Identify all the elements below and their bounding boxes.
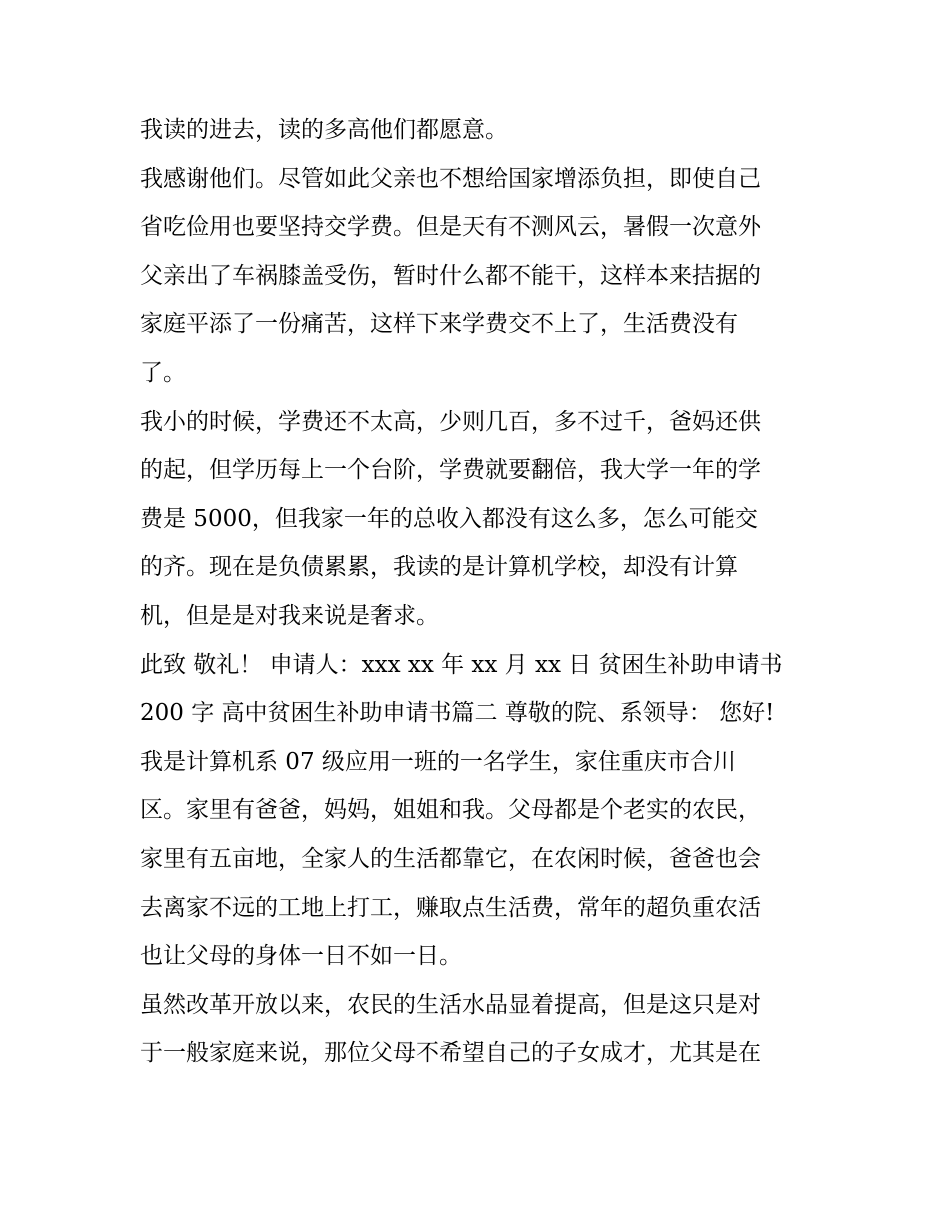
- text-line: 家里有五亩地，全家人的生活都靠它，在农闲时候，爸爸也会: [140, 845, 761, 872]
- text-line: 我读的进去，读的多高他们都愿意。: [140, 117, 508, 143]
- text-line: 去离家不远的工地上打工，赚取点生活费，常年的超负重农活: [140, 894, 761, 921]
- text-line: 我感谢他们。尽管如此父亲也不想给国家增添负担，即使自己: [140, 165, 761, 192]
- text-line: 机，但是是对我来说是奢求。: [140, 602, 439, 629]
- text-line: 费是 5000，但我家一年的总收入都没有这么多，怎么可能交: [140, 505, 758, 532]
- text-line: 200 字 高中贫困生补助申请书篇二 尊敬的院、系领导： 您好!: [140, 700, 775, 727]
- text-line: 父亲出了车祸膝盖受伤，暂时什么都不能干，这样本来拮据的: [140, 262, 761, 289]
- text-line: 我是计算机系 07 级应用一班的一名学生，家住重庆市合川: [140, 748, 736, 775]
- text-line: 于一般家庭来说，那位父母不希望自己的子女成才，尤其是在: [140, 1040, 761, 1067]
- text-line: 区。家里有爸爸，妈妈，姐姐和我。父母都是个老实的农民，: [140, 797, 761, 824]
- document-body: [140, 106, 820, 1078]
- text-line: 虽然改革开放以来，农民的生活水品显着提高，但是这只是对: [140, 991, 761, 1018]
- text-line: 此致 敬礼！ 申请人：xxx xx 年 xx 月 xx 日 贫困生补助申请书: [140, 651, 783, 678]
- text-line: 省吃俭用也要坚持交学费。但是天有不测风云，暑假一次意外: [140, 214, 761, 241]
- text-line: 也让父母的身体一日不如一日。: [140, 943, 462, 970]
- text-line: 我小的时候，学费还不太高，少则几百，多不过千，爸妈还供: [140, 408, 761, 435]
- text-line: 的起，但学历每上一个台阶，学费就要翻倍，我大学一年的学: [140, 457, 761, 484]
- text-line: 了。: [140, 359, 186, 386]
- text-line: 家庭平添了一份痛苦，这样下来学费交不上了，生活费没有: [140, 311, 738, 338]
- text-line: 的齐。现在是负债累累，我读的是计算机学校，却没有计算: [140, 554, 738, 581]
